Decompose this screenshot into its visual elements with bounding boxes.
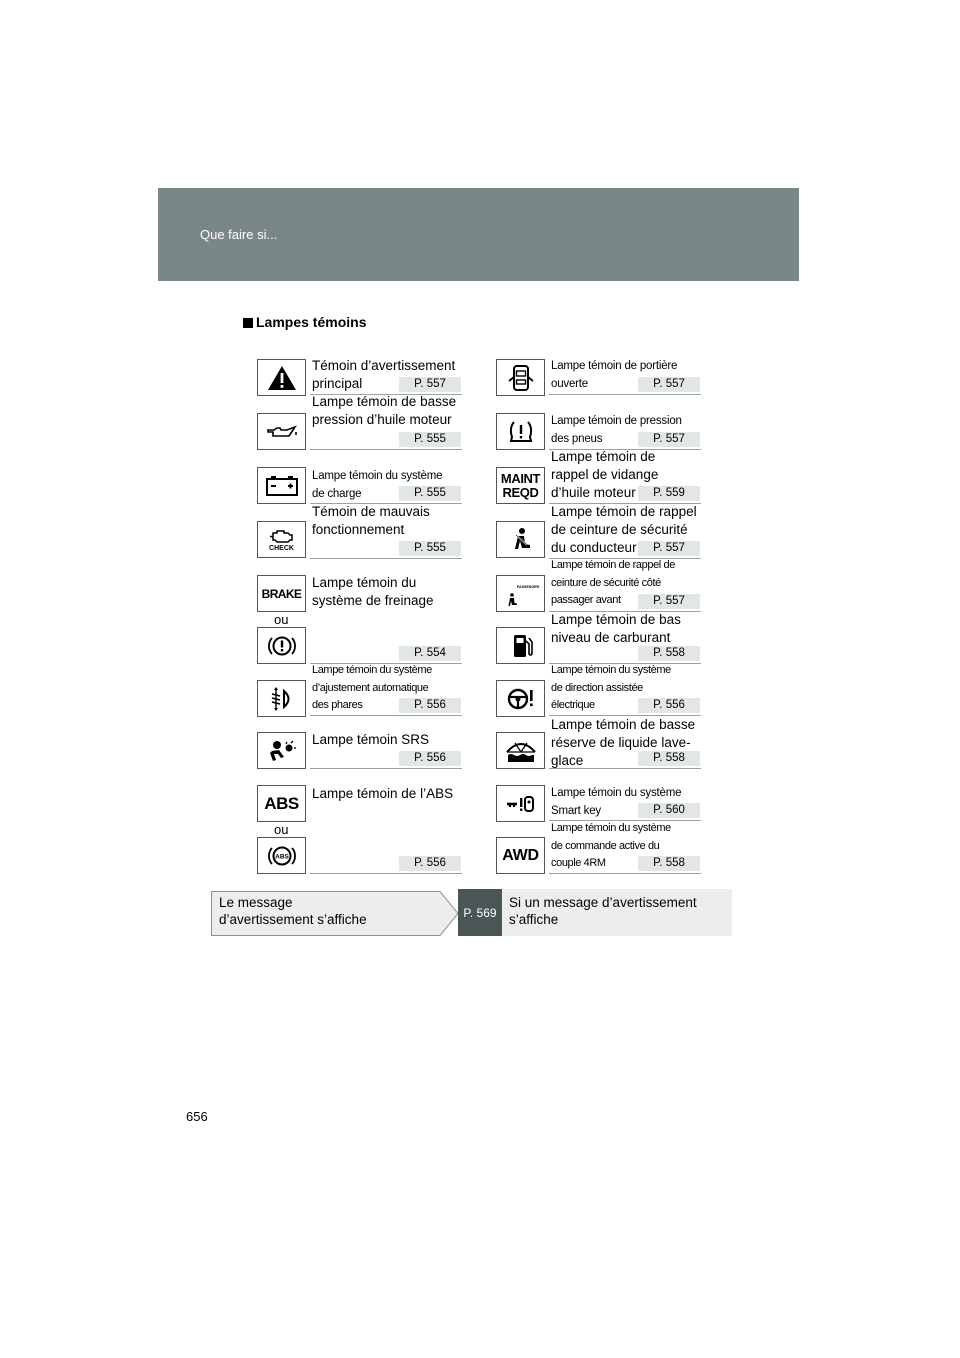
lamp-label: Lampe témoin de bas niveau de carburant — [551, 612, 681, 645]
power-steering-icon — [496, 680, 545, 717]
battery-icon — [257, 467, 306, 504]
or-separator: ou — [274, 612, 289, 627]
row-divider — [310, 715, 462, 716]
page-reference: P. 555 — [399, 432, 461, 447]
brake-text-icon — [257, 575, 306, 612]
open-door-icon — [496, 359, 545, 396]
brake-circle-icon — [257, 627, 306, 664]
lamp-label: Lampe témoin de rappel de vidange d’huile moteur — [551, 449, 659, 500]
seatbelt-driver-icon — [496, 521, 545, 558]
page-reference: P. 556 — [399, 856, 461, 871]
chapter-title: Que faire si... — [200, 227, 278, 242]
lamp-label: Lampe témoin du système de freinage — [312, 575, 434, 608]
page-reference: P. 556 — [399, 698, 461, 713]
page-reference: P. 557 — [638, 377, 700, 392]
lamp-label: Témoin de mauvais fonctionnement — [312, 504, 430, 537]
page-reference: P. 557 — [638, 594, 700, 609]
page-reference: P. 558 — [638, 646, 700, 661]
abs-circle-text: ABS — [274, 853, 289, 860]
lamp-label: Lampe témoin du système Smart key — [551, 787, 682, 817]
warning-triangle-icon — [257, 359, 306, 396]
page-reference: P. 556 — [399, 751, 461, 766]
page-reference: P. 555 — [399, 541, 461, 556]
row-divider — [310, 768, 462, 769]
check-text: CHECK — [269, 544, 294, 552]
headlight-leveling-icon — [257, 680, 306, 717]
or-separator: ou — [274, 822, 289, 837]
section-title-text: Lampes témoins — [256, 314, 367, 330]
lamp-label: Lampe témoin de l’ABS — [312, 786, 454, 801]
lamp-label: Lampe témoin de pression des pneus — [551, 415, 682, 445]
abs-text: ABS — [264, 794, 299, 813]
square-bullet-icon — [243, 318, 253, 328]
check-engine-icon — [257, 521, 306, 558]
row-divider — [549, 394, 701, 395]
page-reference: P. 560 — [638, 803, 700, 818]
footer-page-reference[interactable]: P. 569 — [458, 889, 502, 936]
page-reference: P. 557 — [638, 432, 700, 447]
brake-text: BRAKE — [261, 586, 302, 601]
section-title — [243, 314, 366, 330]
srs-airbag-icon — [257, 732, 306, 769]
lamp-label: Lampe témoin de basse pression d’huile moteur — [312, 394, 457, 427]
tire-pressure-icon — [496, 413, 545, 450]
row-divider — [310, 449, 462, 450]
maint-reqd-icon — [496, 467, 545, 504]
footer-previous-topic[interactable] — [211, 891, 443, 936]
page-reference: P. 558 — [638, 856, 700, 871]
row-divider — [310, 558, 462, 559]
washer-fluid-icon — [496, 732, 545, 769]
abs-circle-icon — [257, 837, 306, 874]
lamp-label: Lampe témoin du système de direction assistée électrique — [551, 664, 671, 711]
lamp-label: Lampe témoin du système de charge — [312, 470, 443, 500]
lamp-label: Témoin d’avertissement principal — [312, 358, 456, 391]
reqd-text: REQD — [502, 485, 539, 500]
oil-can-icon — [257, 413, 306, 450]
passenger-text: PASSENGER — [516, 584, 539, 589]
smart-key-icon — [496, 785, 545, 822]
row-divider — [549, 873, 701, 874]
lamp-label: Lampe témoin de rappel de ceinture de sécurité côté passager avant — [551, 559, 675, 606]
page-number: 656 — [186, 1109, 208, 1124]
page-reference: P. 559 — [638, 486, 700, 501]
page-reference: P. 557 — [399, 377, 461, 392]
lamp-label: Lampe témoin du système de commande active du couple 4RM — [551, 822, 671, 869]
page-reference: P. 558 — [638, 751, 700, 766]
lamp-label: Lampe témoin de rappel de ceinture de sécurité du conducteur — [551, 504, 697, 555]
page-reference: P. 557 — [638, 541, 700, 556]
page-reference: P. 554 — [399, 646, 461, 661]
lamp-label: Lampe témoin du système d’ajustement automatique des phares — [312, 664, 432, 711]
row-divider — [549, 768, 701, 769]
maint-text: MAINT — [500, 471, 541, 486]
fuel-pump-icon — [496, 627, 545, 664]
lamp-label: Lampe témoin de portière ouverte — [551, 360, 678, 390]
footer-left-text: Le message d’avertissement s’affiche — [219, 895, 367, 927]
lamp-label: Lampe témoin SRS — [312, 732, 430, 747]
page-reference: P. 555 — [399, 486, 461, 501]
row-divider — [310, 873, 462, 874]
awd-text: AWD — [502, 846, 539, 864]
seatbelt-passenger-icon — [496, 575, 545, 612]
page-reference: P. 556 — [638, 698, 700, 713]
footer-right-text: Si un message d’avertissement s’affiche — [509, 895, 697, 927]
abs-text-icon — [257, 785, 306, 822]
footer-target-topic[interactable] — [502, 889, 732, 936]
awd-icon — [496, 837, 545, 874]
lamp-label: Lampe témoin de basse réserve de liquide lave- glace — [551, 717, 696, 768]
